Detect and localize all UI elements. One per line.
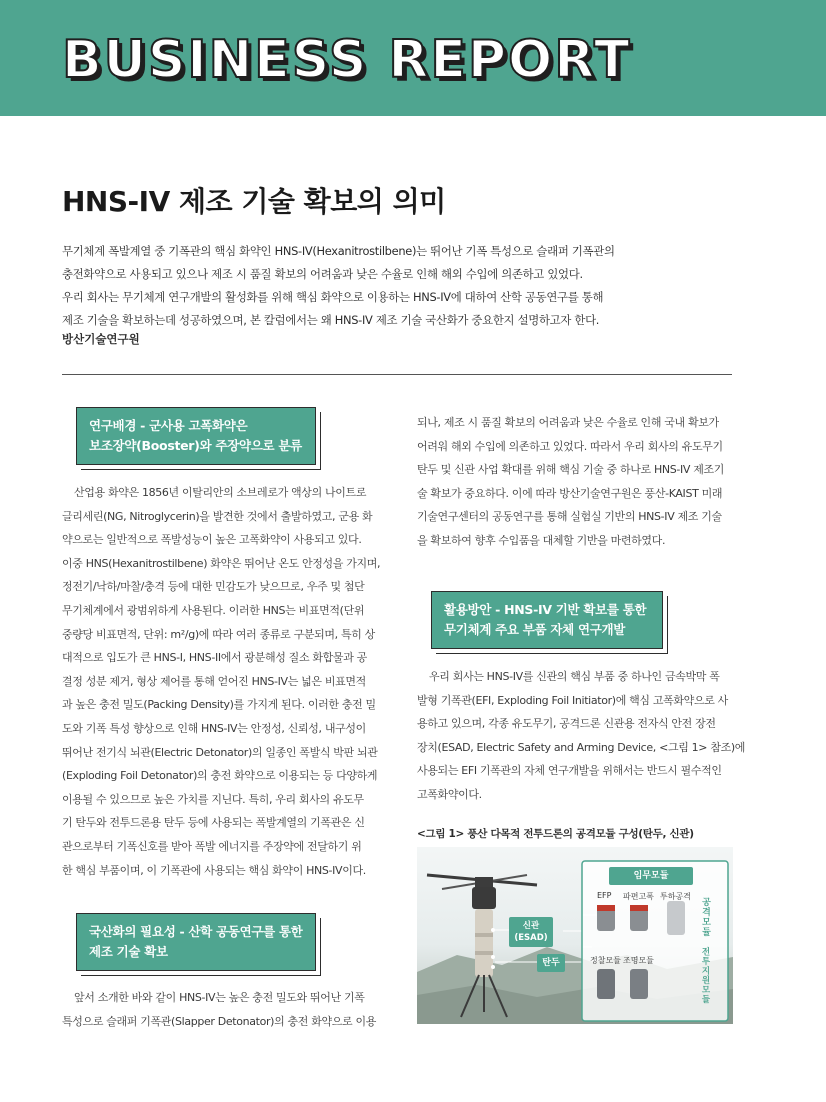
support-module-label: 전투지원모듈 bbox=[700, 947, 710, 1004]
body-line: 대적으로 입도가 큰 HNS-I, HNS-II에서 광분해성 질소 화합물과 공 bbox=[62, 651, 367, 665]
body-line: 되나, 제조 시 품질 확보의 어려움과 낮은 수율로 인해 국내 확보가 bbox=[417, 416, 719, 429]
body-line: 사용되는 EFI 기폭관의 자체 연구개발을 위해서는 반드시 필수적인 bbox=[417, 764, 722, 778]
section-body-background bbox=[62, 986, 380, 1033]
intro-line: 무기체계 폭발계열 중 기폭관의 핵심 화약인 HNS-IV(Hexanitrostilbene)는 뛰어난 기폭 특성으로 슬래퍼 기폭관의 bbox=[62, 244, 615, 258]
article-title: HNS-IV 제조 기술 확보의 의미 bbox=[62, 185, 446, 218]
recon-module bbox=[597, 969, 615, 999]
body-line: 무기체계에서 광범위하게 사용된다. 이러한 HNS는 비표면적(단위 bbox=[62, 603, 365, 617]
header-banner bbox=[0, 0, 826, 116]
body-line: 탄두 및 신관 사업 확대를 위해 핵심 기술 중 하나로 HNS-IV 제조기 bbox=[417, 463, 725, 477]
body-line: 약으로는 일반적으로 폭발성능이 높은 고폭화약이 사용되고 있다. bbox=[62, 533, 362, 547]
body-line: 어려워 해외 수입에 의존하고 있었다. 따라서 우리 회사의 유도무기 bbox=[417, 439, 723, 453]
article-intro bbox=[62, 240, 732, 332]
section-body-background bbox=[62, 481, 380, 882]
body-line: 장치(ESAD, Electric Safety and Arming Device, <그림 1> 참조)에 bbox=[417, 740, 746, 754]
author-byline: 방산기술연구원 bbox=[62, 332, 140, 346]
divider bbox=[62, 374, 732, 375]
illum-module bbox=[630, 969, 648, 999]
intro-line: 우리 회사는 무기체계 연구개발의 활성화를 위해 핵심 화약으로 이용하는 HNS-IV에 대하여 산학 공동연구를 통해 bbox=[62, 290, 604, 304]
section-heading-line: 제조 기술 확보 bbox=[89, 944, 168, 959]
body-line: 특성으로 슬래퍼 기폭관(Slapper Detonator)의 충전 화약으로 이용 bbox=[62, 1014, 376, 1028]
illum-label: 조명모듈 bbox=[623, 956, 654, 965]
body-line: 용하고 있으며, 각종 유도무기, 공격드론 신관용 전자식 안전 장전 bbox=[417, 717, 716, 731]
body-line: (Exploding Foil Detonator)의 충전 화약으로 이용되는 등 다양하게 bbox=[62, 769, 378, 783]
section-heading-line: 국산화의 필요성 - 산학 공동연구를 통한 bbox=[89, 924, 303, 939]
section-heading-background bbox=[76, 913, 316, 971]
body-line: 한 핵심 부품이며, 이 기폭관에 사용되는 핵심 화약이 HNS-IV이다. bbox=[62, 863, 366, 877]
penetration-label: 투하공격 bbox=[660, 892, 691, 901]
body-line: 도와 기폭 특성 향상으로 인해 HNS-IV는 안정성, 신뢰성, 내구성이 bbox=[62, 721, 366, 735]
body-line: 이중 HNS(Hexanitrostilbene) 화약은 뛰어난 온도 안정성을 가지며, bbox=[62, 556, 381, 570]
figure-caption: <그림 1> 풍산 다목적 전투드론의 공격모듈 구성(탄두, 신관) bbox=[417, 828, 694, 840]
intro-line: 충전화약으로 사용되고 있으나 제조 시 품질 확보의 어려움과 낮은 수율로 인해 해외 수입에 의존하고 있었다. bbox=[62, 267, 583, 281]
body-line: 앞서 소개한 바와 같이 HNS-IV는 높은 충전 밀도와 뛰어난 기폭 bbox=[74, 991, 365, 1004]
body-line: 우리 회사는 HNS-IV를 신관의 핵심 부품 중 하나인 금속박막 폭 bbox=[429, 670, 720, 683]
mission-module-chip: 임무모듈 bbox=[609, 867, 693, 885]
section-heading-line: 보조장약(Booster)와 주장약으로 분류 bbox=[89, 438, 302, 453]
attack-module-label: 공격모듈 bbox=[700, 897, 710, 937]
drop-module bbox=[667, 901, 685, 935]
fragment-label: 파편고폭 bbox=[623, 892, 654, 901]
section-heading-line: 연구배경 - 군사용 고폭화약은 bbox=[89, 418, 248, 433]
body-line: 중량당 비표면적, 단위: m²/g)에 따라 여러 종류로 구분되며, 특히 상 bbox=[62, 627, 375, 641]
body-line: 고폭화약이다. bbox=[417, 787, 482, 801]
body-line: 뛰어난 전기식 뇌관(Electric Detonator)의 일종인 폭발식 박판 뇌관 bbox=[62, 745, 378, 759]
section-heading-background bbox=[431, 591, 663, 649]
drone-figure bbox=[417, 847, 733, 1024]
body-line: 정전기/낙하/마찰/충격 등에 대한 민감도가 낮으므로, 우주 및 첨단 bbox=[62, 580, 365, 594]
body-line: 결정 성분 제거, 형상 제어를 통해 얻어진 HNS-IV는 넓은 비표면적 bbox=[62, 674, 366, 688]
fuze-label: 신관 bbox=[522, 921, 540, 931]
recon-label: 정찰모듈 bbox=[590, 956, 621, 965]
efp-label: EFP bbox=[597, 891, 612, 900]
fuze-chip bbox=[509, 917, 553, 947]
banner-title: BUSINESS REPORT bbox=[62, 30, 632, 90]
warhead-chip: 탄두 bbox=[537, 954, 565, 972]
section-body-background bbox=[417, 665, 746, 807]
body-line: 술 확보가 중요하다. 이에 따라 방산기술연구원은 풍산-KAIST 미래 bbox=[417, 486, 723, 500]
body-line: 기술연구센터의 공동연구를 통해 실험실 기반의 HNS-IV 제조 기술 bbox=[417, 510, 722, 524]
body-line: 글리세린(NG, Nitroglycerin)을 발견한 것에서 출발하였고, 군용 화 bbox=[62, 509, 373, 523]
fuze-sub-label: (ESAD) bbox=[514, 933, 548, 943]
section-heading-line: 활용방안 - HNS-IV 기반 확보를 통한 bbox=[444, 602, 647, 617]
intro-line: 제조 기술을 확보하는데 성공하였으며, 본 칼럼에서는 왜 HNS-IV 제조 기술 국산화가 중요한지 설명하고자 한다. bbox=[62, 313, 600, 327]
section-body-background bbox=[417, 411, 733, 553]
body-line: 을 확보하여 향후 수입품을 대체할 기반을 마련하였다. bbox=[417, 533, 666, 547]
body-line: 기 탄두와 전투드론용 탄두 등에 사용되는 폭발계열의 기폭관은 신 bbox=[62, 816, 365, 830]
body-line: 과 높은 충전 밀도(Packing Density)를 가지게 된다. 이러한 충전 밀 bbox=[62, 698, 376, 712]
body-line: 발형 기폭관(EFI, Exploding Foil Initiator)에 핵심 고폭화약으로 사 bbox=[417, 693, 728, 707]
body-line: 관으로부터 기폭신호를 받아 폭발 에너지를 주장약에 전달하기 위 bbox=[62, 839, 362, 853]
body-line: 산업용 화약은 1856년 이탈리안의 소브레로가 액상의 나이트로 bbox=[74, 486, 367, 499]
section-heading-line: 무기체계 주요 부품 자체 연구개발 bbox=[444, 622, 626, 637]
section-heading-background bbox=[76, 407, 316, 465]
body-line: 이용될 수 있으므로 높은 가치를 지닌다. 특히, 우리 회사의 유도무 bbox=[62, 792, 364, 806]
